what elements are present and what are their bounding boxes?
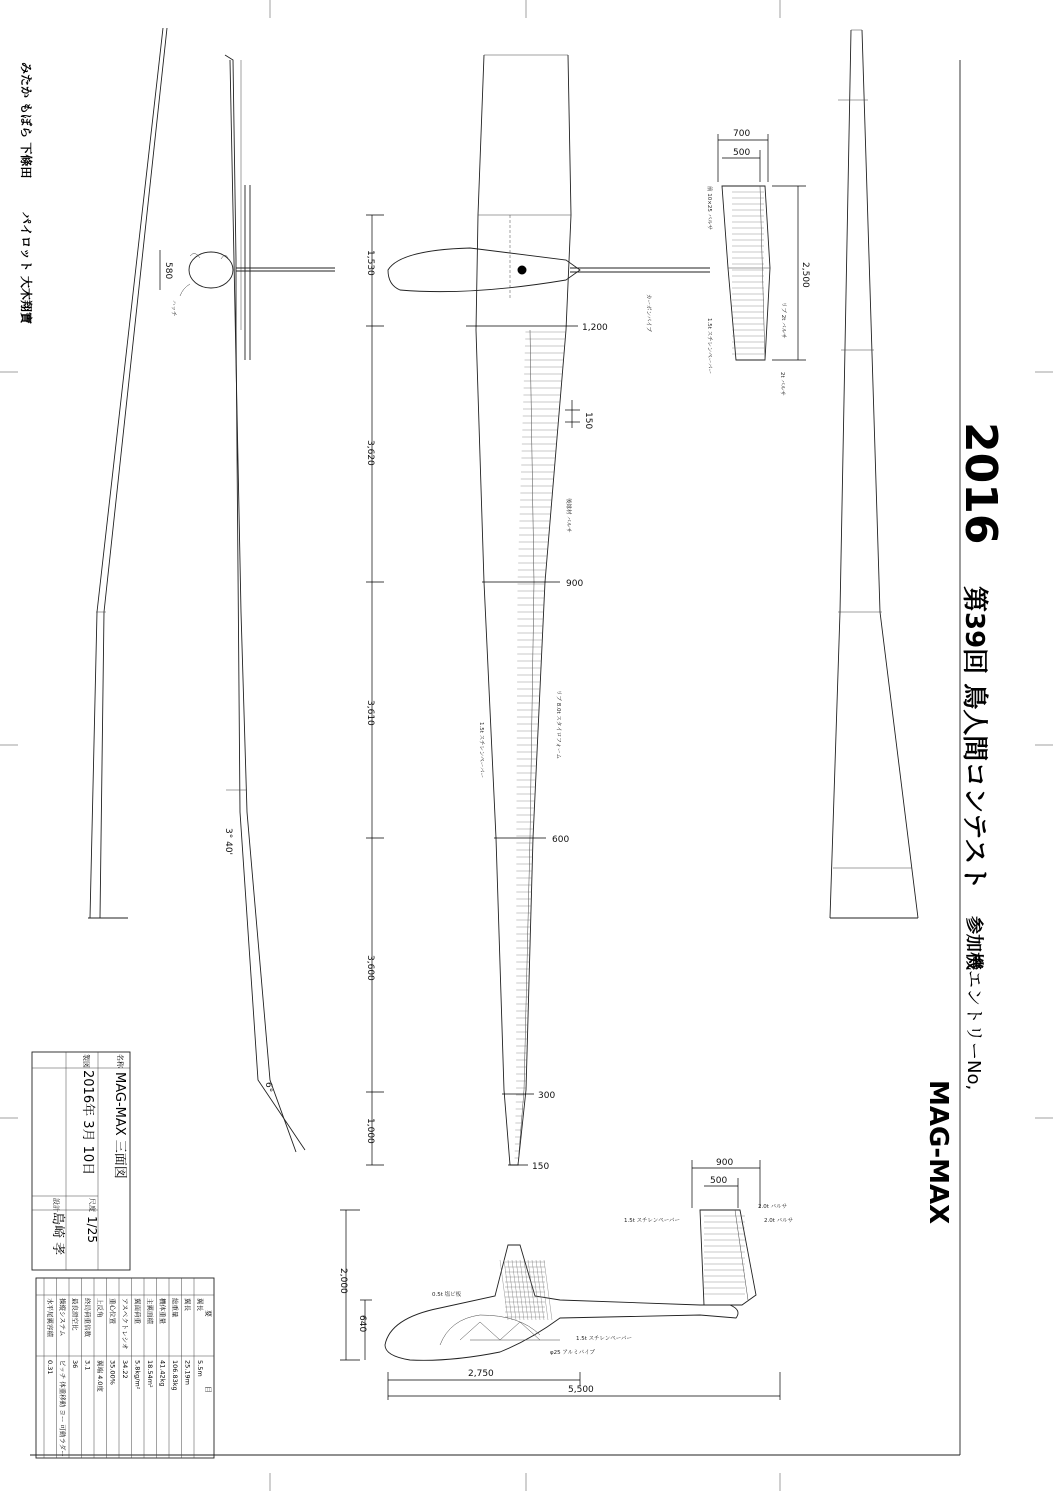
spec-row-label: 翼長 [196,1298,204,1311]
sta-3610: 3,610 [365,700,375,726]
chord-900: 900 [566,579,584,589]
tb-date-label: 製図 [82,1054,90,1068]
spec-row-label: 翼面荷重 [133,1298,142,1324]
spec-row-label: 操縦システム [58,1298,67,1337]
sta-3620: 3,620 [365,440,375,466]
fuselage-skin-note: 1.5t スチレンペーパー [576,1336,633,1342]
spec-row-value: 35.00% [108,1360,117,1385]
station-dimension-line [366,215,384,1165]
rib-line [524,1260,532,1320]
spec-row-label: 重心位置 [108,1298,117,1324]
spec-header-value: 目 [204,1386,212,1393]
side-dims [340,1160,780,1400]
stab-chord-700: 700 [733,129,751,139]
fin-rib2-note: 2.0t バルサ [764,1218,794,1224]
spec-row-value: 34.22 [121,1360,129,1379]
sta-1530: 1,530 [365,250,375,276]
spec-row-label: 総重量 [171,1298,179,1318]
chord-150: 150 [532,1162,550,1172]
spec-row-label: 機体重量 [158,1298,167,1324]
rib-line [536,1260,544,1320]
tb-scale-label: 尺度 [88,1198,96,1212]
fin-skin-note: 1.5t スチレンペーパー [624,1218,681,1224]
title-year: 2016 [955,422,1006,545]
spec-row-value: 翼端 4.0度 [96,1360,104,1392]
title-entry-no: エントリーNo, [963,970,984,1091]
trailing-edge-note: 後縁材 バルサ [565,498,571,533]
wing-planform [388,55,710,1165]
length-2750: 2,750 [468,1369,494,1379]
sta-1000: 1,000 [365,1118,375,1144]
spec-row-value: 41.42kg [158,1360,167,1387]
stab-ribs [732,192,764,354]
side-elevation [385,1210,756,1360]
dihedral-1-label: 3° 40' [223,828,233,856]
rib-line [528,1260,536,1320]
spec-row-value: 3.1 [83,1360,92,1371]
tb-scale-value: 1/25 [85,1216,99,1243]
rib-line [504,1260,512,1320]
tb-designer-label: 設計 [52,1198,60,1212]
spec-row-value: 5.8kg/m² [133,1360,142,1390]
wing-right-view [830,30,918,918]
spec-row-value: 25.19m [183,1360,192,1385]
cockpit-height-label: 580 [163,262,173,280]
stab-trailing-note: 2t バルサ [779,372,785,396]
stabilizer-planform [722,186,770,360]
spec-row-label: 主翼面積 [146,1298,154,1324]
alu-pipe-note: φ25 アルミパイプ [550,1350,595,1356]
spec-row-value: 106.83kg [171,1360,179,1391]
rib-line [540,1260,548,1320]
rib-line [508,1260,516,1320]
rib-line [500,1260,508,1320]
spec-row-label: 上反角 [96,1298,104,1318]
spec-table [36,1278,214,1458]
wing-rib-note: リブ 8.0t スタイロフォーム [555,690,561,760]
fin-ribs [704,1216,745,1294]
stab-span-2500: 2,500 [800,262,810,288]
spec-row-label: 水平尾翼容積 [46,1298,54,1337]
title-contest: 第39回 鳥人間コンテスト [959,586,989,891]
height-2000: 2,000 [338,1268,348,1294]
fin-chord-500: 500 [710,1176,728,1186]
wing-front-view [88,28,167,918]
tb-date-value: 2016年 3月 10日 [80,1070,95,1176]
height-640: 640 [357,1315,367,1333]
spec-row-value: 0.31 [46,1360,54,1375]
rib-pitch: 150 [583,412,593,430]
chord-1200: 1,200 [582,323,608,333]
rib-line [516,1260,524,1320]
wing-skin-note: 1.5t スチレンペーパー [478,722,484,779]
spec-row-value: 36 [71,1360,79,1369]
stab-spar-note: 1.5t スチレンペーパー [706,318,712,375]
spec-row-value: 18.54m² [146,1360,154,1388]
chord-300: 300 [538,1091,556,1101]
fin-rib1-note: 2.0t バルサ [758,1204,788,1210]
rib-line [512,1260,520,1320]
stab-leading-note: 前 10×25 バルサ [706,186,712,231]
dihedral-2-label: 6° [263,1082,273,1093]
title-entry-label: 参加機 [963,916,984,970]
length-5500: 5,500 [568,1385,594,1395]
carbon-pipe-note: カーボンパイプ [645,294,651,332]
rib-line [544,1260,552,1320]
fin-chord-900: 900 [716,1158,734,1168]
canopy-note: 0.5t 塩ビ板 [432,1292,462,1298]
tb-name-value: MAG-MAX 三面図 [112,1072,127,1179]
crew-members: みたか もぼら 下條田 [19,62,33,179]
aircraft-name: MAG-MAX [923,1080,953,1225]
side-view-left [180,55,335,1152]
spec-header-item: 要 [204,1310,212,1317]
spec-row-value: ピッチ 体重移動 ヨー 可動ラダー [58,1360,67,1457]
stab-chord-500: 500 [733,148,751,158]
stab-rib-note: リブ 2t バルサ [780,302,786,339]
spec-row-label: 最良滑空比 [71,1298,79,1331]
spec-row-label: 終局荷重倍数 [83,1298,92,1337]
spec-row-label: 翼長 [183,1298,192,1311]
hatch-note: ハッチ [170,300,176,317]
crew-pilot: パイロット 大木翔寶 [19,212,33,324]
sta-3600: 3,600 [365,955,375,981]
spec-row-value: 5.5m [196,1360,204,1377]
spec-row-label: アスペクトレシオ [121,1298,129,1350]
chord-600: 600 [552,835,570,845]
tb-name-label: 名称 [116,1054,124,1068]
pod-structure [500,1260,552,1320]
tb-designer-value: 島崎 孝 [50,1212,65,1256]
